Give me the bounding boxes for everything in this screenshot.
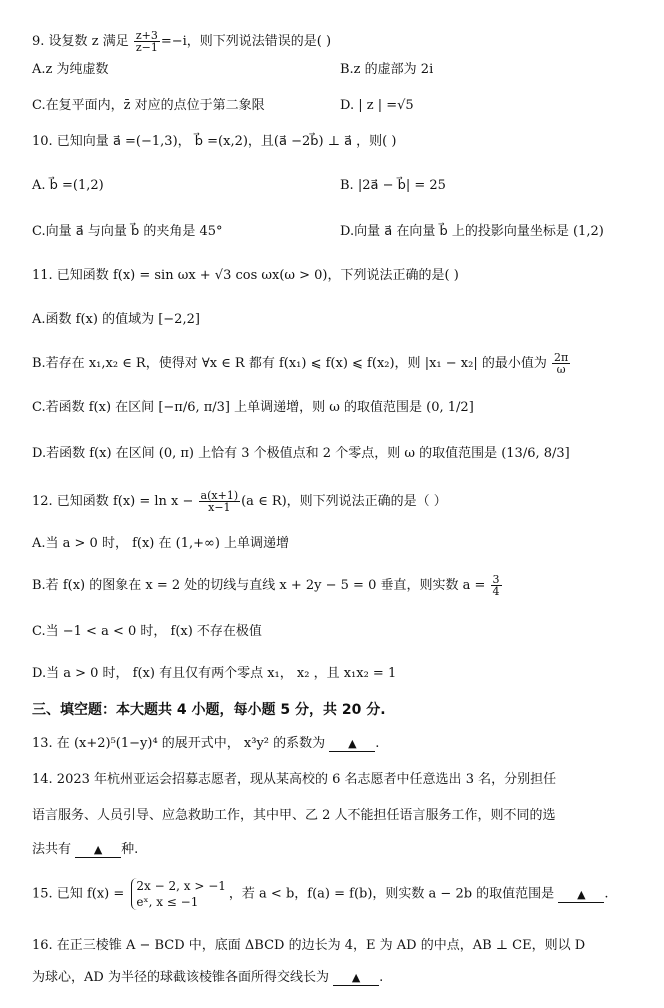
section-3-heading [32,700,644,720]
q9-option-a-text: A.z 为纯虚数 [32,62,109,77]
q11-option-a-text: A.函数 f(x) 的值域为 [−2,2] [32,312,200,327]
q10-option-b-text: B. |2a⃗ − b⃗| = 25 [340,178,446,193]
q11-b-frac-den: ω [556,363,566,376]
q9-frac-num: z+3 [135,29,158,42]
q16-line-1 [32,936,644,956]
q13-suffix: . [375,736,380,751]
q11-option-a [32,310,644,330]
q14-line-3 [32,840,644,860]
q11-option-d [32,444,644,464]
q9-stem-suffix: =−i，则下列说法错误的是( ) [160,34,332,49]
q16-line-2-suffix: . [379,970,384,985]
q14-line-2 [32,806,644,826]
q10-option-c-text: C.向量 a⃗ 与向量 b⃗ 的夹角是 45° [32,224,223,239]
q12-option-b-fraction [491,574,502,597]
q12-stem-suffix: (a ∈ R)，则下列说法正确的是（ ） [241,494,447,509]
q15-blank-mark: ▲ [577,887,586,901]
q11-stem-text: 11. 已知函数 f(x) = sin ωx + √3 cos ωx(ω > 0)，下列说法正确的是( ) [32,268,459,283]
q13-answer-blank [329,737,375,752]
q15-end: . [604,886,609,902]
q15-piecewise [131,878,226,910]
q15-suffix: ，若 a < b，f(a) = f(b)，则实数 a − 2b 的取值范围是 [228,886,555,902]
q11-option-b [32,352,644,375]
q14-line-1-text: 14. 2023 年杭州亚运会招募志愿者，现从某高校的 6 名志愿者中任意选出 3 名，分别担任 [32,772,557,787]
q9-fraction [134,30,160,53]
q10-option-a-text: A. b⃗ =(1,2) [32,178,104,193]
q11-stem [32,266,644,286]
q9-option-a [32,60,644,80]
q11-option-b-fraction [552,352,570,375]
q12-b-frac-num: 3 [492,573,500,586]
q11-option-d-prefix: D.若函数 f(x) 在区间 (0, π) 上恰有 3 个极值点和 2 个零点，则 ω 的取值范围是 [32,446,498,461]
q9-option-d [340,96,414,116]
q11-option-c-prefix: C.若函数 f(x) 在区间 [32,400,155,415]
q12-option-c-text: C.当 −1 < a < 0 时， f(x) 不存在极值 [32,624,262,639]
q15-answer-blank [558,888,604,903]
q14-line-3-suffix: 种. [121,842,139,857]
q12-option-c [32,622,644,642]
q9-option-c-text: C.在复平面内，z̄ 对应的点位于第二象限 [32,98,265,113]
q11-option-d-range: (13/6, 8/3] [501,446,570,461]
q10-stem [32,132,644,152]
q9-stem-z: z [91,34,99,49]
q14-line-1 [32,770,644,790]
q10-option-a [32,176,644,196]
q15 [32,878,644,910]
q15-prefix: 15. 已知 f(x) = [32,886,125,902]
q10-option-d-text: D.向量 a⃗ 在向量 b⃗ 上的投影向量坐标是 (1,2) [340,224,604,239]
q12-stem-prefix: 12. 已知函数 f(x) = ln x − [32,494,194,509]
q16-answer-blank [333,971,379,986]
q11-option-c-suffix: 上单调递增，则 ω 的取值范围是 [234,400,423,415]
q12-option-a [32,534,644,554]
q10-option-d [340,222,604,242]
q11-option-b-text: B.若存在 x₁,x₂ ∈ R，使得对 ∀x ∈ R 都有 f(x₁) ⩽ f(x) ⩽ f(x₂)，则 |x₁ − x₂| 的最小值为 [32,356,547,371]
q9-stem-prefix: 9. 设复数 [32,34,88,49]
q15-case-2: eˣ, x ≤ −1 [136,895,199,909]
q12-option-d [32,664,644,684]
q14-line-2-text: 语言服务、人员引导、应急救助工作，其中甲、乙 2 人不能担任语言服务工作，则不同的选 [32,808,556,823]
q12-b-frac-den: 4 [492,585,500,598]
q12-option-d-text: D.当 a > 0 时， f(x) 有且仅有两个零点 x₁， x₂ ，且 x₁x₂ = 1 [32,666,397,681]
q13-text: 13. 在 (x+2)⁵(1−y)⁴ 的展开式中， x³y² 的系数为 [32,736,326,751]
q14-answer-blank [75,843,121,858]
q13-blank-mark: ▲ [348,737,357,750]
q9-stem [32,30,644,53]
q16-line-1-text: 16. 在正三棱锥 A − BCD 中，底面 ΔBCD 的边长为 4，E 为 AD 的中点，AB ⊥ CE，则以 D [32,938,586,953]
q12-option-a-text: A.当 a > 0 时， f(x) 在 (1,+∞) 上单调递增 [32,536,290,551]
q11-option-c-range: (0, 1/2] [426,400,474,415]
q9-option-b-text: B.z 的虚部为 2i [340,62,434,77]
q15-case-1: 2x − 2, x > −1 [136,879,226,893]
q10-option-b [340,176,446,196]
q14-blank-mark: ▲ [93,843,103,856]
q9-option-c [32,96,644,116]
q9-option-d-text: D. | z | =√5 [340,98,414,113]
q9-option-b [340,60,433,80]
q10-stem-text: 10. 已知向量 a⃗ =(−1,3)， b⃗ =(x,2)，且(a⃗ −2b⃗) ⊥ a⃗ ，则( ) [32,134,397,149]
q12-frac-den: x−1 [208,501,231,514]
q12-option-b [32,574,644,597]
q12-frac-num: a(x+1) [200,489,239,502]
q13 [32,734,644,754]
q16-line-2-prefix: 为球心，AD 为半径的球截该棱锥各面所得交线长为 [32,970,329,985]
q12-stem [32,490,644,513]
q11-b-frac-num: 2π [553,351,569,364]
q14-line-3-prefix: 法共有 [32,842,72,857]
q9-frac-den: z−1 [135,41,158,54]
q11-option-c-interval: [−π/6, π/3] [158,400,231,415]
q12-fraction [199,490,241,513]
q9-stem-mid: 满足 [102,34,129,49]
q12-option-b-prefix: B.若 f(x) 的图象在 x = 2 处的切线与直线 x + 2y − 5 = 0 垂直，则实数 a = [32,578,486,593]
q16-blank-mark: ▲ [351,971,361,984]
q11-option-c [32,398,644,418]
section-3-heading-text: 三、填空题：本大题共 4 小题，每小题 5 分，共 20 分. [32,702,386,718]
q16-line-2 [32,968,644,988]
